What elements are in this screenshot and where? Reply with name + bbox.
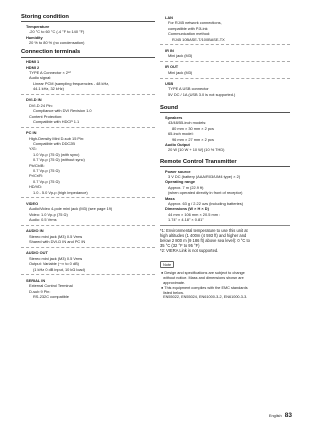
ir-out-heading: IR OUT	[165, 64, 179, 70]
pc-in-heading: PC IN	[26, 130, 37, 136]
pc-hdvd: HD/VD:	[29, 184, 43, 190]
pc-y2: 0.7 Vp-p (75 Ω) (without sync)	[33, 157, 85, 163]
audio-out-heading: AUDIO OUT	[26, 250, 48, 256]
left-column	[21, 0, 155, 299]
lan-line: For RJ45 network connections,	[168, 20, 222, 26]
power-source-line: 3 V DC (battery (AAA/R03/UM4 type) × 2)	[168, 174, 241, 180]
speakers-heading: Speakers	[165, 115, 183, 120]
temperature-heading: Temperature	[26, 23, 50, 29]
page-number: 83	[284, 412, 292, 419]
pc-prcr: Pr/Cr/R:	[29, 173, 44, 179]
dvid-pin: DVI-D 24 Pin:	[29, 102, 53, 108]
note-text: listed below.	[163, 290, 184, 295]
audio-out-line: Stereo mini jack (M3) 0.5 Vrms	[29, 255, 83, 261]
note-text: without notice. Mass and dimensions shown are	[163, 276, 244, 281]
ir-in-line: Mini jack (M3)	[168, 53, 193, 59]
footnote-1: 35 °C (32 °F to 95 °F)	[160, 243, 200, 249]
speakers-line: 96 mm × 27 mm × 2 pcs	[172, 136, 214, 142]
divider	[21, 225, 155, 226]
video-line: Audio: 0.5 Vrms	[29, 217, 57, 223]
note-text: EN55022, EN55024, EN61000-3-2, EN61000-3-3.	[163, 295, 248, 300]
note-item-cont	[160, 295, 290, 300]
divider	[21, 274, 155, 275]
note-item: ● Design and specifications are subject to change	[161, 271, 245, 276]
temperature-value: -20 °C to 60 °C (-4 °F to 140 °F)	[29, 29, 85, 35]
divider	[160, 61, 290, 62]
usb-heading: USB	[165, 81, 174, 86]
dvid-heading: DVI-D IN	[26, 97, 42, 103]
pc-pbcb: Pb/Cb/B:	[29, 162, 45, 168]
power-source-heading: Power source	[165, 168, 191, 174]
dvid-content-label: Content Protection:	[29, 113, 63, 119]
speakers-line: 65-inch model:	[168, 131, 194, 137]
dvid-compliance: Compliance with DVI Revision 1.0	[33, 108, 92, 114]
dimensions-heading: Dimensions (W × H × D)	[165, 206, 209, 212]
audio-output-line: 20 W [10 W + 10 W] (10 % THD)	[168, 147, 225, 153]
section-title-remote: Remote Control Transmitter	[160, 158, 237, 165]
pc-ygs: Y/G:	[29, 146, 37, 152]
divider	[21, 127, 155, 128]
section-rule	[21, 21, 155, 22]
note-item: ● This equipment complies with the EMC standards	[161, 285, 248, 290]
hdmi-audio-value: Linear PCM (sampling frequencies - 48 kHz,	[33, 80, 110, 86]
divider	[160, 78, 290, 79]
serial-line: RS-232C compatible	[33, 293, 69, 299]
audio-in-line: Stereo mini jack (M3) 0.5 Vrms	[29, 233, 83, 239]
pc-dsub: High-Density Mini D-sub 15 Pin:	[29, 135, 85, 141]
audio-in-line: Shared with DVI-D IN and PC IN	[29, 239, 86, 245]
dimensions-line: 44 mm × 106 mm × 20.5 mm :	[168, 211, 221, 217]
video-line: Audio/Video 4-pole mini jack (M3) (see page 19)	[29, 206, 113, 212]
lan-line: compatible with PJLink	[168, 25, 208, 31]
section-rule	[160, 112, 290, 113]
usb-line: 5V DC / 1A (USB 3.0 is not supported.)	[168, 91, 236, 97]
hdmi-audio-value: 44.1 kHz, 32 kHz)	[33, 86, 64, 92]
note-label: Note	[160, 261, 174, 268]
serial-line: D-sub 9 Pin:	[29, 288, 51, 294]
hdmi-type: TYPE A Connector × 2*²	[29, 70, 71, 75]
speakers-line: 80 mm × 30 mm × 2 pcs	[172, 125, 214, 131]
pc-hdvd-value: 1.0 - 5.0 Vp-p (high impedance)	[33, 189, 88, 195]
footnote-2: *2: VIERA Link is not supported.	[160, 248, 219, 254]
usb-line: TYPE A USB connector	[168, 86, 209, 92]
section-title-connection: Connection terminals	[21, 49, 81, 56]
section-rule	[21, 57, 155, 58]
ir-in-heading: IR IN	[165, 47, 174, 53]
hdmi1-heading: HDMI 1	[26, 59, 40, 65]
dvid-content-value: Compatible with HDCP 1.1	[33, 119, 80, 125]
footnote-1: high altitudes (1 400m (4 593 ft) and higher and	[160, 233, 247, 239]
lan-line: RJ45 10BASE-T/100BASE-TX	[172, 36, 225, 42]
mass-heading: Mass	[165, 195, 175, 201]
footnote-1: *1: Environmental temperature to use this unit at	[160, 228, 248, 234]
pc-ddc: Compatible with DDC2B	[33, 141, 75, 147]
pc-pbcb-value: 0.7 Vp-p (75 Ω)	[33, 168, 60, 174]
humidity-heading: Humidity	[26, 34, 43, 40]
note-text: This equipment complies with the EMC standards	[164, 285, 248, 290]
right-column	[160, 0, 290, 300]
section-title-sound: Sound	[160, 105, 179, 112]
speakers-line: 43/48/55-inch models:	[168, 120, 207, 126]
operating-range-heading: Operating range	[165, 179, 196, 185]
mass-line: Approx. 63 g / 2.22 ozs (including batteries)	[168, 201, 244, 207]
section-title-storing: Storing condition	[21, 14, 69, 20]
audio-out-line: (1 kHz 0 dB input, 10 kΩ load)	[33, 266, 85, 272]
audio-output-heading: Audio Output	[165, 142, 190, 148]
lan-line: Communication method:	[168, 31, 211, 37]
pc-y1: 1.0 Vp-p (75 Ω) (with sync)	[33, 151, 80, 157]
divider	[160, 225, 290, 226]
operating-range-line: (when operated directly in front of receptor)	[168, 190, 243, 196]
lan-heading: LAN	[165, 15, 173, 20]
divider	[21, 94, 155, 95]
video-line: Video: 1.0 Vp-p (75 Ω)	[29, 211, 68, 217]
footer-language: English	[268, 413, 282, 418]
note-text: approximate.	[163, 281, 186, 286]
divider	[21, 247, 155, 248]
humidity-value: 20 % to 80 % (no condensation)	[29, 40, 85, 45]
hdmi2-heading: HDMI 2	[26, 64, 40, 70]
divider	[160, 44, 290, 45]
ir-out-line: Mini jack (M3)	[168, 69, 193, 75]
page-footer	[269, 412, 292, 419]
dimensions-line: 1.74" × 4.18" × 0.81"	[168, 217, 204, 223]
operating-range-line: Approx. 7 m (22.9 ft)	[168, 184, 204, 190]
video-heading: VIDEO	[26, 200, 39, 206]
section-rule	[160, 166, 290, 167]
divider	[21, 197, 155, 198]
serial-line: External Control Terminal	[29, 283, 73, 289]
note-text: Design and specifications are subject to change	[164, 271, 245, 276]
footnote-1: below 2 800 m (9 186 ft) above sea level): 0 °C to	[160, 238, 250, 244]
hdmi-audio-label: Audio signal:	[29, 75, 52, 81]
audio-out-line: Output: Variable (−∞ to 0 dB)	[29, 261, 79, 267]
audio-in-heading: AUDIO IN	[26, 228, 44, 234]
pc-prcr-value: 0.7 Vp-p (75 Ω)	[33, 178, 60, 184]
serial-in-heading: SERIAL IN	[26, 277, 46, 283]
